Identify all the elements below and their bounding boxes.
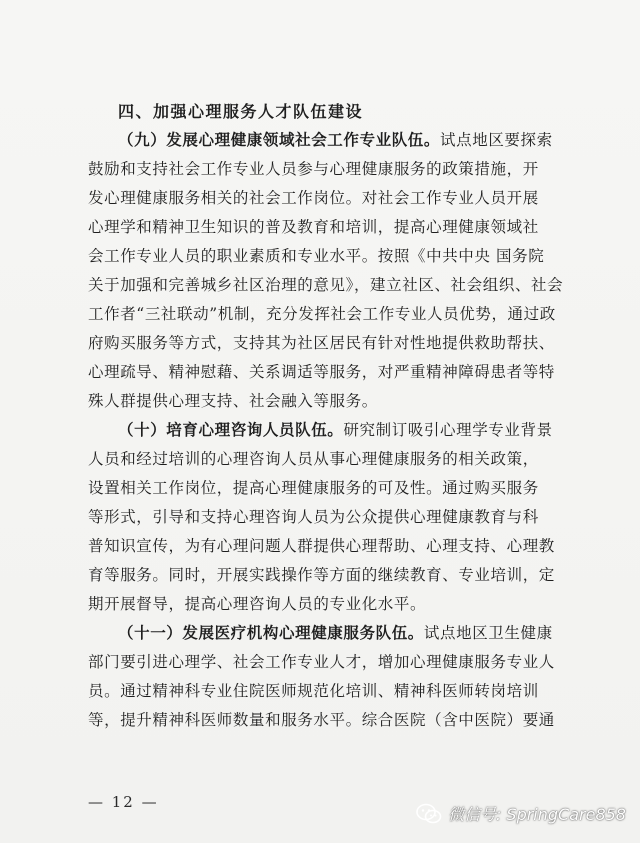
paragraph-line: 发心理健康服务相关的社会工作岗位。对社会工作专业人员开展 <box>88 189 539 207</box>
paragraph-line: 育等服务。同时，开展实践操作等方面的继续教育、专业培训，定 <box>88 566 555 584</box>
paragraph-line: 工作者“三社联动”机制，充分发挥社会工作专业人员优势，通过政 <box>88 305 556 323</box>
wechat-watermark <box>416 802 626 825</box>
paragraph-line: 普知识宣传，为有心理问题人群提供心理帮助、心理支持、心理教 <box>88 537 555 555</box>
watermark-text: 微信号: SpringCare858 <box>447 805 626 824</box>
paragraph-first-line: （十一）发展医疗机构心理健康服务队伍。试点地区卫生健康 <box>118 624 553 642</box>
paragraph-lead: （九）发展心理健康领域社会工作专业队伍。 <box>118 131 441 149</box>
paragraph-line: 期开展督导，提高心理咨询人员的专业化水平。 <box>88 595 427 613</box>
section-heading: 四、加强心理服务人才队伍建设 <box>118 102 364 121</box>
paragraph-9 <box>88 126 564 416</box>
paragraph-first-line: （九）发展心理健康领域社会工作专业队伍。试点地区要探索 <box>118 131 553 149</box>
paragraph-line: 等形式，引导和支持心理咨询人员为公众提供心理健康教育与科 <box>88 508 539 526</box>
paragraph-line: 会工作专业人员的职业素质和专业水平。按照《中共中央 国务院 <box>88 247 545 265</box>
paragraph-line: 设置相关工作岗位，提高心理健康服务的可及性。通过购买服务 <box>88 479 539 497</box>
page-number: — 12 — <box>88 793 159 811</box>
paragraph-line: 心理疏导、精神慰藉、关系调适等服务，对严重精神障碍患者等特 <box>88 363 555 381</box>
paragraph-lead: （十一）发展医疗机构心理健康服务队伍。 <box>118 624 424 642</box>
paragraph-line: 关于加强和完善城乡社区治理的意见》，建立社区、社会组织、社会 <box>88 276 564 294</box>
document-body <box>88 98 564 735</box>
paragraph-line: 心理学和精神卫生知识的普及教育和培训，提高心理健康领域社 <box>88 218 539 236</box>
paragraph-line: 等，提升精神科医师数量和服务水平。综合医院（含中医院）要通 <box>88 711 555 729</box>
paragraph-line: 部门要引进心理学、社会工作专业人才，增加心理健康服务专业人 <box>88 653 555 671</box>
paragraph-line: 鼓励和支持社会工作专业人员参与心理健康服务的政策措施，开 <box>88 160 539 178</box>
paragraph-line: 殊人群提供心理支持、社会融入等服务。 <box>88 392 378 410</box>
paragraph-lead: （十）培育心理咨询人员队伍。 <box>118 421 344 439</box>
paragraph-10 <box>88 416 564 619</box>
paragraph-11 <box>88 619 564 735</box>
paragraph-first-line: （十）培育心理咨询人员队伍。研究制订吸引心理学专业背景 <box>118 421 553 439</box>
paragraph-line: 人员和经过培训的心理咨询人员从事心理健康服务的相关政策， <box>88 450 539 468</box>
paragraph-line: 府购买服务等方式，支持其为社区居民有针对性地提供救助帮扶、 <box>88 334 555 352</box>
paragraph-line: 员。通过精神科专业住院医师规范化培训、精神科医师转岗培训 <box>88 682 539 700</box>
wechat-icon <box>416 803 442 825</box>
